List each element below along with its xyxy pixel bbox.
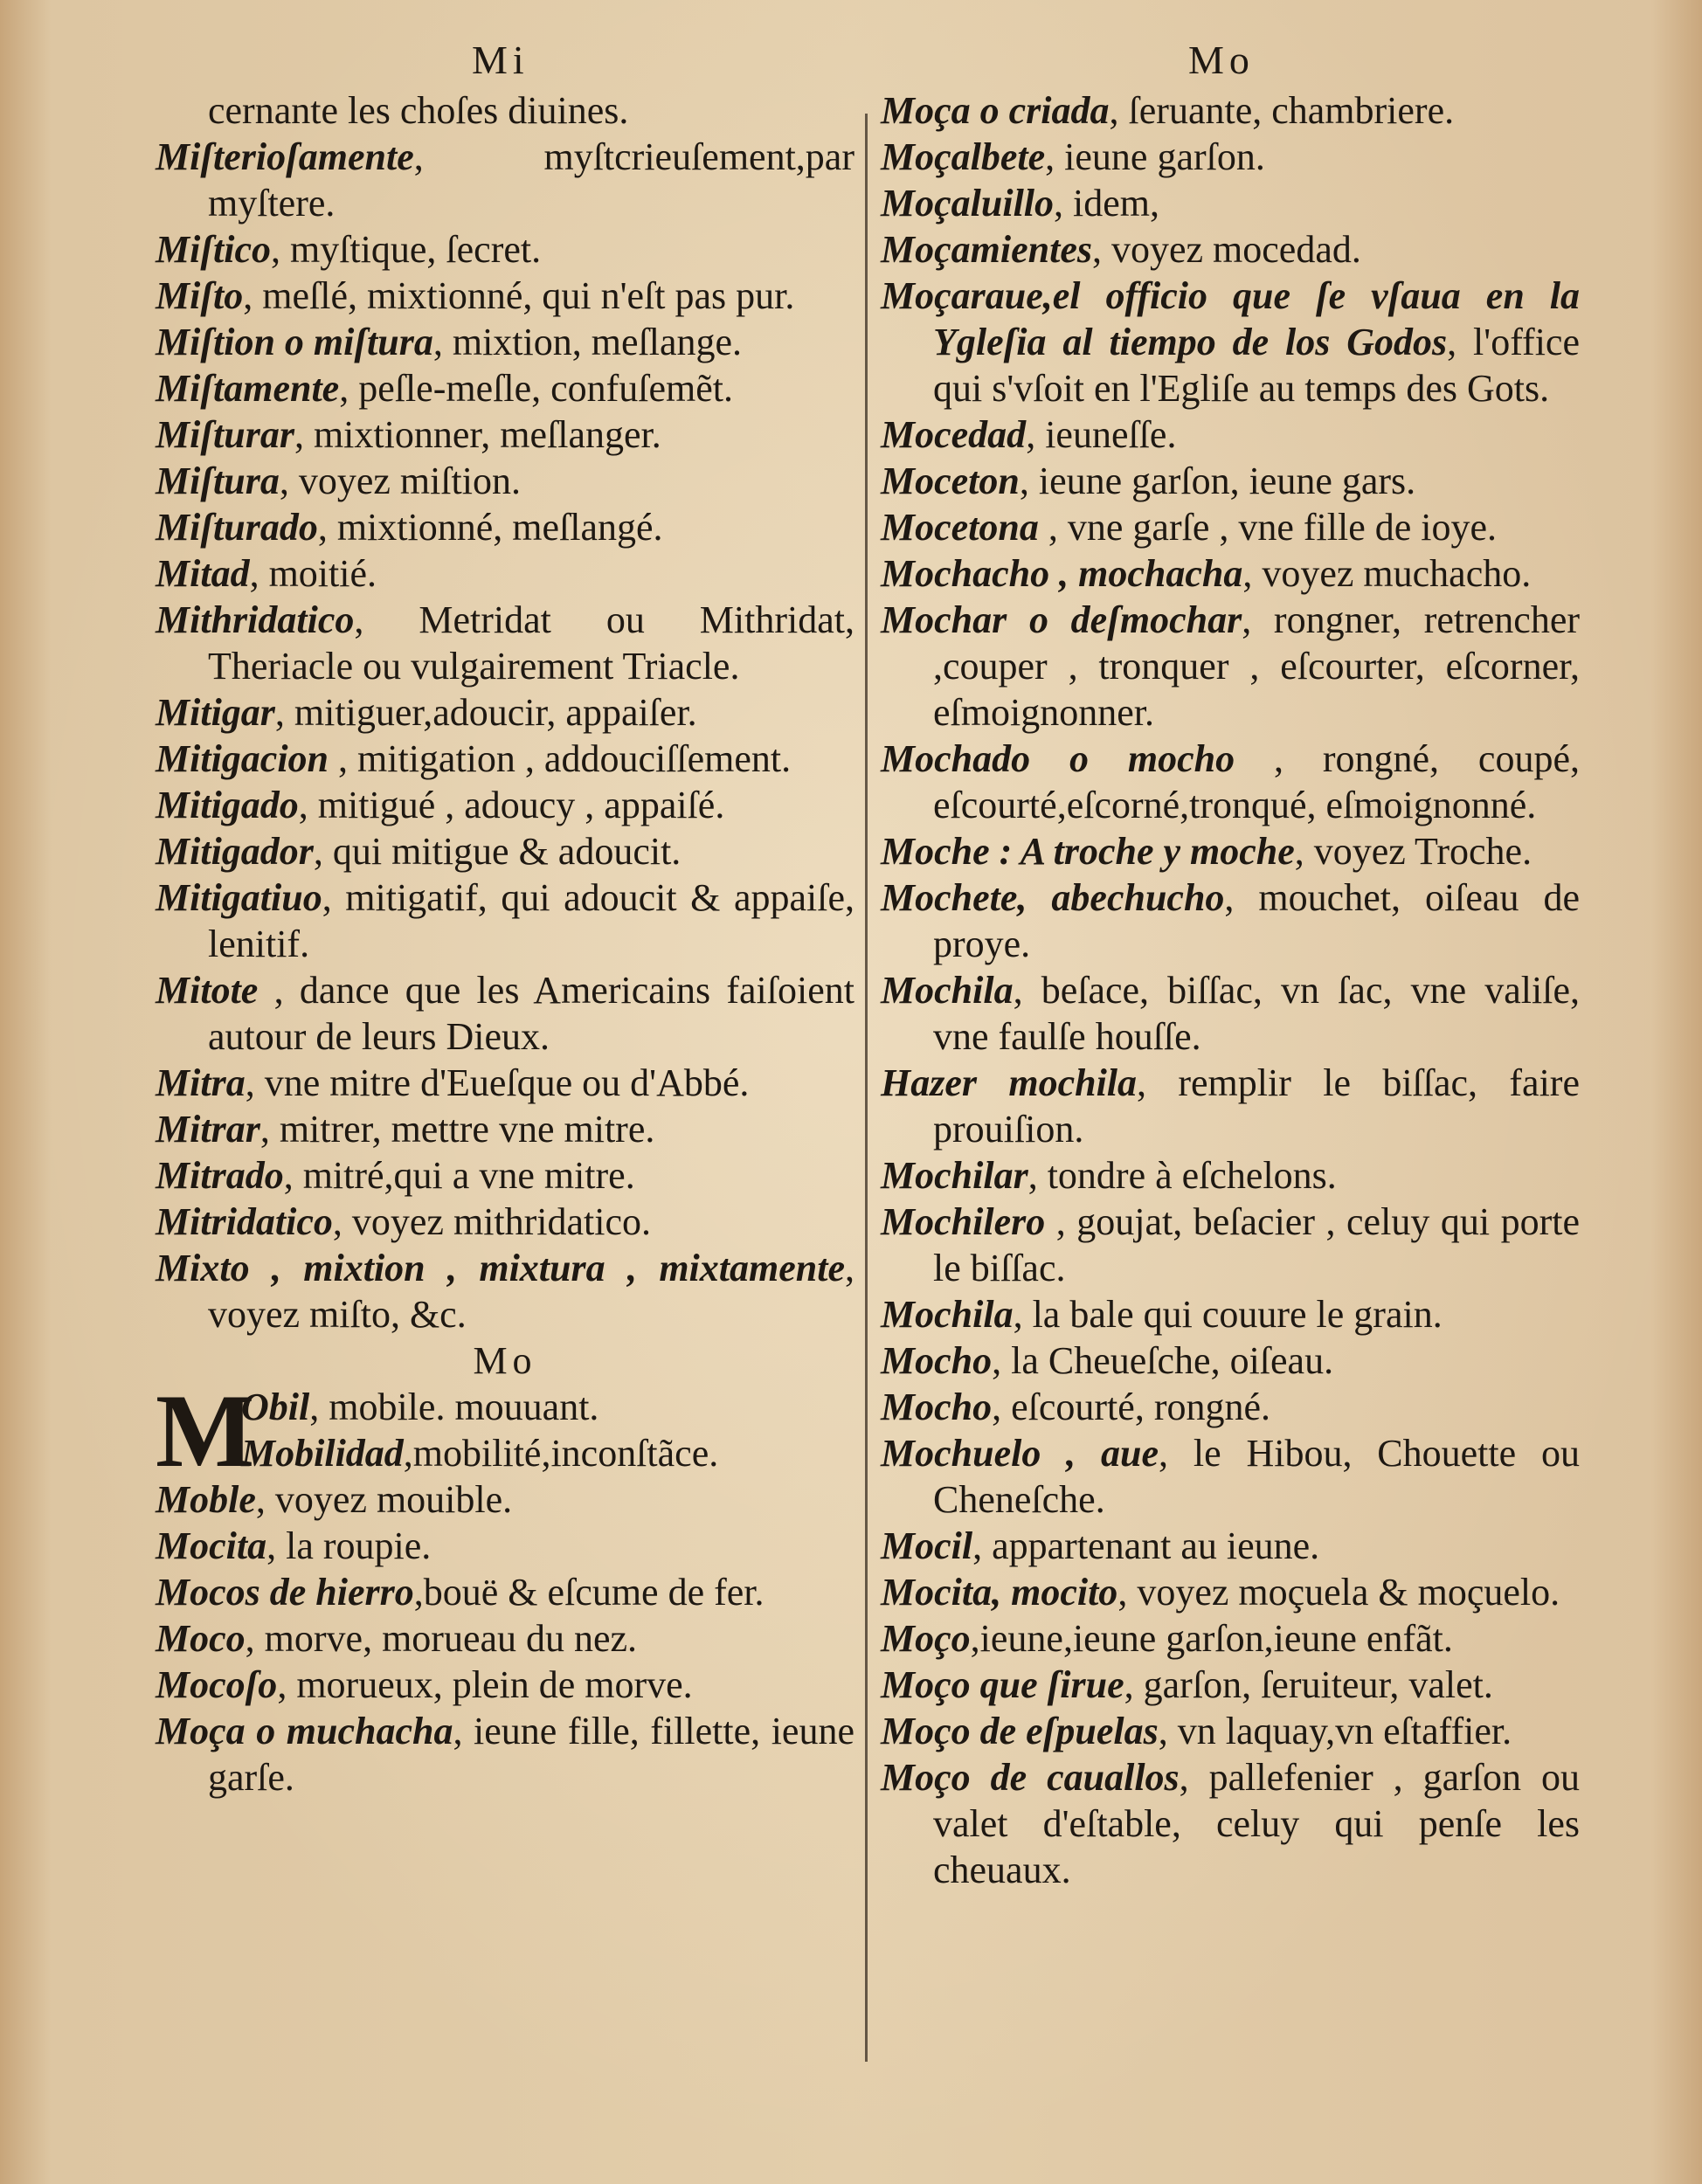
- dictionary-entry: [881, 1384, 1580, 1430]
- entry-definition: , l'office qui s'vſoit en l'Egliſe au temps des Gots.: [933, 321, 1580, 410]
- dictionary-entry: [881, 1523, 1580, 1569]
- entry-definition: , ieune fille, fillette, ieune garſe.: [208, 1710, 854, 1799]
- entry-definition: , voyez moçuela & moçuelo.: [1117, 1571, 1560, 1614]
- entry-headword: Moche : A troche y moche: [881, 830, 1295, 873]
- dictionary-entry: [156, 1152, 854, 1199]
- entry-headword: Mitrado: [156, 1154, 284, 1197]
- dictionary-entry: [881, 1754, 1580, 1893]
- entry-definition: ,ieune,ieune garſon,ieune enfãt.: [970, 1617, 1453, 1660]
- dictionary-entry: [156, 1708, 854, 1800]
- dictionary-entry: [156, 967, 854, 1060]
- entry-definition: , moitié.: [249, 552, 377, 595]
- entry-headword: Moçaluillo: [881, 182, 1055, 225]
- entry-definition: , mobile. mouuant.: [309, 1386, 599, 1428]
- dictionary-entry: [881, 967, 1580, 1060]
- dictionary-entry: [156, 1569, 854, 1615]
- dictionary-entry: [881, 1199, 1580, 1291]
- entry-definition: , la Cheueſche, oiſeau.: [992, 1339, 1334, 1382]
- dictionary-entry: [156, 736, 854, 782]
- entry-definition: , Metridat ou Mithridat, Theriacle ou vulgairement Triacle.: [208, 598, 854, 688]
- right-running-head: Mo: [1188, 38, 1255, 82]
- dictionary-entry: [156, 319, 854, 365]
- entry-definition: , mitigatif, qui adoucit & appaiſe, lenitif.: [208, 876, 854, 965]
- dictionary-entry: [881, 411, 1580, 458]
- entry-definition: , mouchet, oiſeau de proye.: [933, 876, 1581, 965]
- entry-definition: , voyez muchacho.: [1242, 552, 1532, 595]
- entry-headword: Moço de eſpuelas: [881, 1710, 1159, 1752]
- entry-definition: , la bale qui couure le grain.: [1013, 1293, 1443, 1336]
- entry-headword: Mitad: [156, 552, 250, 595]
- entry-headword: Moça o criada: [881, 89, 1110, 132]
- entry-definition: , la roupie.: [266, 1524, 432, 1567]
- dictionary-entry: [156, 273, 854, 319]
- dictionary-entry: [156, 1662, 854, 1708]
- drop-cap-letter: M: [156, 1372, 255, 1489]
- entry-headword: Miſturar: [156, 413, 294, 456]
- left-running-head: Mi: [472, 38, 529, 82]
- entry-headword: Miſtura: [156, 460, 280, 502]
- dictionary-entry: [241, 1384, 854, 1430]
- entry-definition: , pallefenier , garſon ou valet d'eſtable, celuy qui penſe les cheuaux.: [933, 1756, 1580, 1891]
- dictionary-entry: [881, 458, 1580, 504]
- entry-headword: Mitigatiuo: [156, 876, 322, 919]
- entry-definition: , vn laquay,vn eſtaffier.: [1158, 1710, 1512, 1752]
- entry-definition: , myſtique, ſecret.: [270, 228, 542, 271]
- entry-headword: Mochila: [881, 969, 1014, 1012]
- entry-headword: Miſtamente: [156, 367, 340, 410]
- entry-headword: Hazer mochila: [881, 1061, 1138, 1104]
- entry-headword: Mithridatico: [156, 598, 355, 641]
- dictionary-entry: [881, 1569, 1580, 1615]
- entry-headword: Mochilero: [881, 1200, 1046, 1243]
- entry-definition: , ſeruante, chambriere.: [1109, 89, 1455, 132]
- entry-definition: ,mobilité,inconſtãce.: [403, 1432, 719, 1475]
- entry-headword: Mocil: [881, 1524, 973, 1567]
- entry-definition: , morueux, plein de morve.: [277, 1663, 693, 1706]
- entry-definition: , le Hibou, Chouette ou Cheneſche.: [933, 1432, 1580, 1521]
- dictionary-entry: [881, 1708, 1580, 1754]
- entry-definition: , myſtcrieuſement,par myſtere.: [208, 135, 854, 225]
- entry-headword: Mochado o mocho: [881, 737, 1235, 780]
- entry-headword: Mitrar: [156, 1108, 260, 1151]
- dictionary-entry: [156, 1615, 854, 1662]
- entry-headword: Mitigador: [156, 830, 314, 873]
- entry-headword: Miſto: [156, 274, 244, 317]
- dictionary-entry: [156, 689, 854, 736]
- dictionary-entry: [156, 1060, 854, 1106]
- entry-headword: Moça o muchacha: [156, 1710, 453, 1752]
- dictionary-entry: [881, 1430, 1580, 1523]
- entry-headword: Obil: [241, 1386, 310, 1428]
- entry-headword: Mocetona: [881, 506, 1039, 549]
- entry-headword: Mitra: [156, 1061, 246, 1104]
- entry-headword: Moco: [156, 1617, 246, 1660]
- section-heading: Mo: [473, 1339, 537, 1382]
- dictionary-entry: [156, 1199, 854, 1245]
- dictionary-entry: [881, 1662, 1580, 1708]
- dictionary-entry: [156, 134, 854, 226]
- entry-definition: , voyez miſto, &c.: [208, 1247, 854, 1336]
- entry-headword: Mitote: [156, 969, 259, 1012]
- dictionary-entry: [881, 273, 1580, 411]
- dictionary-entry: [156, 550, 854, 597]
- entry-definition: , dance que les Americains faiſoient autour de leurs Dieux.: [208, 969, 854, 1058]
- entry-definition: , voyez mocedad.: [1091, 228, 1361, 271]
- dictionary-entry: [241, 1430, 854, 1476]
- entry-definition: , voyez miſtion.: [279, 460, 522, 502]
- entry-headword: Miſtion o miſtura: [156, 321, 433, 363]
- entry-definition: , tondre à eſchelons.: [1027, 1154, 1337, 1197]
- entry-definition: , goujat, beſacier , celuy qui porte le biſſac.: [933, 1200, 1580, 1289]
- dictionary-entry: [156, 782, 854, 828]
- dictionary-entry: [881, 828, 1580, 874]
- entry-definition: , idem,: [1054, 182, 1160, 225]
- entry-definition: , mitigation , addouciſſement.: [329, 737, 792, 780]
- entry-headword: Mitridatico: [156, 1200, 333, 1243]
- dictionary-entry: [156, 1245, 854, 1337]
- entry-definition: , mitiguer,adoucir, appaiſer.: [274, 691, 697, 734]
- entry-headword: Mocedad: [881, 413, 1027, 456]
- entry-definition: , voyez mithridatico.: [332, 1200, 652, 1243]
- entry-headword: Mochacho , mochacha: [881, 552, 1243, 595]
- entry-headword: Mochete, abechucho: [881, 876, 1225, 919]
- entry-headword: Moçamientes: [881, 228, 1092, 271]
- dictionary-entry: [881, 180, 1580, 226]
- entry-headword: Miſterioſamente: [156, 135, 414, 178]
- dictionary-entry: [881, 1152, 1580, 1199]
- entry-headword: Mixto , mixtion , mixtura , mixtamente: [156, 1247, 845, 1289]
- entry-headword: Moble: [156, 1478, 256, 1521]
- entry-headword: Moçaraue,el officio que ſe vſaua en la Ygleſia al tiempo de los Godos: [881, 274, 1580, 363]
- entry-headword: Mitigado: [156, 784, 299, 826]
- entry-definition: , vne garſe , vne fille de ioye.: [1038, 506, 1498, 549]
- dictionary-entry: [881, 736, 1580, 828]
- entry-definition: , vne mitre d'Eueſque ou d'Abbé.: [245, 1061, 750, 1104]
- entry-headword: Mitigar: [156, 691, 275, 734]
- dictionary-entry: [881, 226, 1580, 273]
- dictionary-entry: [156, 1523, 854, 1569]
- dictionary-entry: [156, 504, 854, 550]
- entry-definition: , morve, morueau du nez.: [245, 1617, 638, 1660]
- dictionary-entry: [881, 550, 1580, 597]
- dictionary-entry: [881, 1291, 1580, 1337]
- entry-definition: , mixtion, meſlange.: [432, 321, 743, 363]
- entry-headword: Mocita, mocito: [881, 1571, 1118, 1614]
- dictionary-entry: [156, 828, 854, 874]
- dictionary-entry: [881, 1615, 1580, 1662]
- entry-headword: Moceton: [881, 460, 1020, 502]
- entry-headword: Mitigacion: [156, 737, 329, 780]
- dictionary-entry: [881, 87, 1580, 134]
- dictionary-entry: [156, 411, 854, 458]
- entry-definition: , voyez Troche.: [1294, 830, 1532, 873]
- entry-headword: Mocita: [156, 1524, 267, 1567]
- entry-definition: , appartenant au ieune.: [972, 1524, 1320, 1567]
- dictionary-entry: [881, 1337, 1580, 1384]
- entry-definition: , mitrer, mettre vne mitre.: [259, 1108, 655, 1151]
- entry-headword: Miſturado: [156, 506, 318, 549]
- dictionary-entry: [156, 597, 854, 689]
- entry-headword: Mochar o deſmochar: [881, 598, 1242, 641]
- dictionary-entry: [156, 365, 854, 411]
- entry-headword: Moço de cauallos: [881, 1756, 1180, 1799]
- entry-definition: , ieune garſon, ieune gars.: [1019, 460, 1416, 502]
- entry-definition: , ieune garſon.: [1045, 135, 1265, 178]
- dictionary-entry: [156, 874, 854, 967]
- dictionary-entry: [156, 226, 854, 273]
- entry-definition: , ieuneſſe.: [1026, 413, 1177, 456]
- entry-headword: Mochilar: [881, 1154, 1028, 1197]
- entry-definition: , beſace, biſſac, vn ſac, vne valiſe, vne faulſe houſſe.: [933, 969, 1580, 1058]
- dictionary-entry: [881, 597, 1580, 736]
- entry-headword: Moço que ſirue: [881, 1663, 1124, 1706]
- entry-definition: , qui mitigue & adoucit.: [313, 830, 681, 873]
- entry-headword: Mocoſo: [156, 1663, 278, 1706]
- entry-headword: Mobilidad: [241, 1432, 404, 1475]
- dictionary-entry: [156, 1106, 854, 1152]
- entry-headword: Miſtico: [156, 228, 271, 271]
- entry-definition: , mitré,qui a vne mitre.: [283, 1154, 635, 1197]
- left-column: [156, 87, 854, 1800]
- entry-headword: Moço: [881, 1617, 971, 1660]
- column-divider: [865, 114, 868, 2062]
- entry-definition: , voyez mouible.: [255, 1478, 513, 1521]
- dictionary-entry: [156, 1476, 854, 1523]
- entry-headword: Mochuelo , aue: [881, 1432, 1159, 1475]
- entry-definition: , mixtionné, meſlangé.: [317, 506, 663, 549]
- entry-headword: Mocos de hierro: [156, 1571, 414, 1614]
- dictionary-entry: [881, 134, 1580, 180]
- entry-definition: , peſle-meſle, confuſemẽt.: [339, 367, 734, 410]
- entry-definition: , mixtionner, meſlanger.: [294, 413, 661, 456]
- entry-definition: , rongné, coupé, eſcourté,eſcorné,tronqué, eſmoignonné.: [933, 737, 1580, 826]
- entry-headword: Mochila: [881, 1293, 1014, 1336]
- entry-definition: , garſon, ſeruiteur, valet.: [1124, 1663, 1493, 1706]
- dictionary-entry: [881, 1060, 1580, 1152]
- dropcap-block: [156, 1372, 854, 1489]
- right-column: [881, 87, 1580, 1893]
- dictionary-entry: [881, 504, 1580, 550]
- entry-definition: , mitigué , adoucy , appaiſé.: [298, 784, 725, 826]
- entry-definition: , eſcourté, rongné.: [992, 1386, 1270, 1428]
- entry-definition: , remplir le biſſac, faire prouiſion.: [933, 1061, 1580, 1151]
- dictionary-entry: [156, 87, 854, 134]
- dictionary-entry: [881, 874, 1580, 967]
- entry-headword: Moçalbete: [881, 135, 1046, 178]
- entry-definition: , meſlé, mixtionné, qui n'eſt pas pur.: [243, 274, 795, 317]
- entry-definition: , rongner, retrencher ,couper , tronquer , eſcourter, eſcorner, eſmoignonner.: [933, 598, 1580, 734]
- entry-definition: cernante les choſes diuines.: [208, 89, 629, 132]
- entry-headword: Mocho: [881, 1339, 993, 1382]
- entry-definition: ,bouë & eſcume de fer.: [413, 1571, 765, 1614]
- entry-headword: Mocho: [881, 1386, 993, 1428]
- dictionary-entry: [156, 458, 854, 504]
